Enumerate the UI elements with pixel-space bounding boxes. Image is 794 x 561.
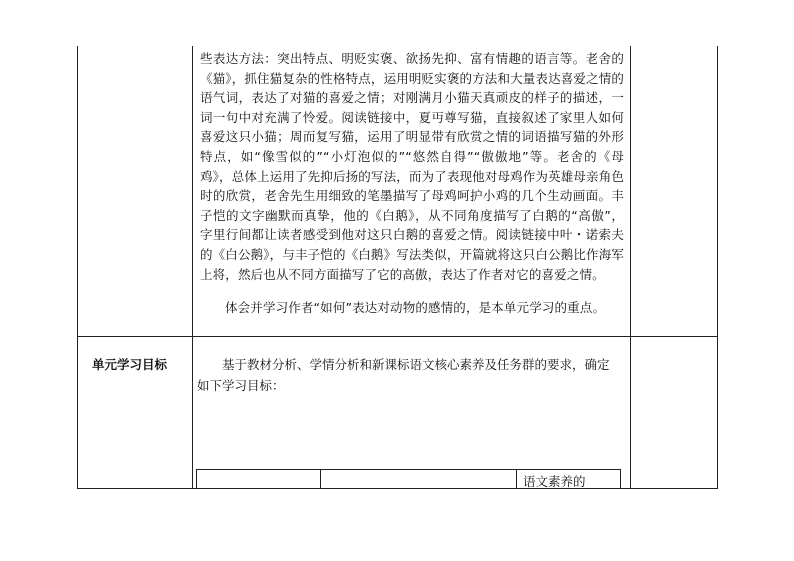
inner-table-header-cell: 语文素养的 [523,474,586,489]
table-divider-col1 [192,46,193,489]
table-border-bottom [77,488,718,489]
table-divider-col2 [630,46,631,489]
analysis-paragraph: 些表达方法：突出特点、明贬实褒、欲扬先抑、富有情趣的语言等。老舍的《猫》，抓住猫复杂的性格特点，运用明贬实褒的方法和大量表达喜爱之情的语气词，表达了对猫的喜爱之情；对刚满月小猫天真顽皮的样子的描述，一词一句中对充满了怜爱。阅读链接中，夏丏尊写猫，直接叙述了家里人如何喜爱这只小猫；周而复写猫，运用了明显带有欣赏之情的词语描写猫的外形特点，如“像雪似的”“小灯泡似的”“悠然自得”“傲傲地”等。老舍的《母鸡》，总体上运用了先抑后扬的写法，而为了表现他对母鸡作为英雄母亲角色时的欣赏，老舍先生用细致的笔墨描写了母鸡呵护小鸡的几个生动画面。丰子恺的文字幽默而真挚，他的《白鹅》，从不同角度描写了白鹅的“高傲”，字里行间都让读者感受到他对这只白鹅的喜爱之情。阅读链接中叶・诺索夫的《白公鹅》，与丰子恺的《白鹅》写法类似，开篇就将这只白公鹅比作海军上将，然后也从不同方面描写了它的高傲，表达了作者对它的喜爱之情。 [200,51,624,282]
key-point-paragraph: 体会并学习作者“如何”表达对动物的感情的，是本单元学习的重点。 [225,300,606,315]
inner-table-right [620,469,621,489]
inner-table-left [196,469,197,489]
unit-goals-text: 基于教材分析、学情分析和新课标语文核心素养及任务群的要求，确定如下学习目标： [197,357,610,393]
table-border-right [717,46,718,489]
unit-goals-label: 单元学习目标 [92,357,168,372]
table-border-left [77,46,78,489]
row-divider [77,336,718,337]
inner-table-divider-2 [516,469,517,489]
inner-table-divider-1 [320,469,321,489]
inner-table-top [196,469,621,470]
